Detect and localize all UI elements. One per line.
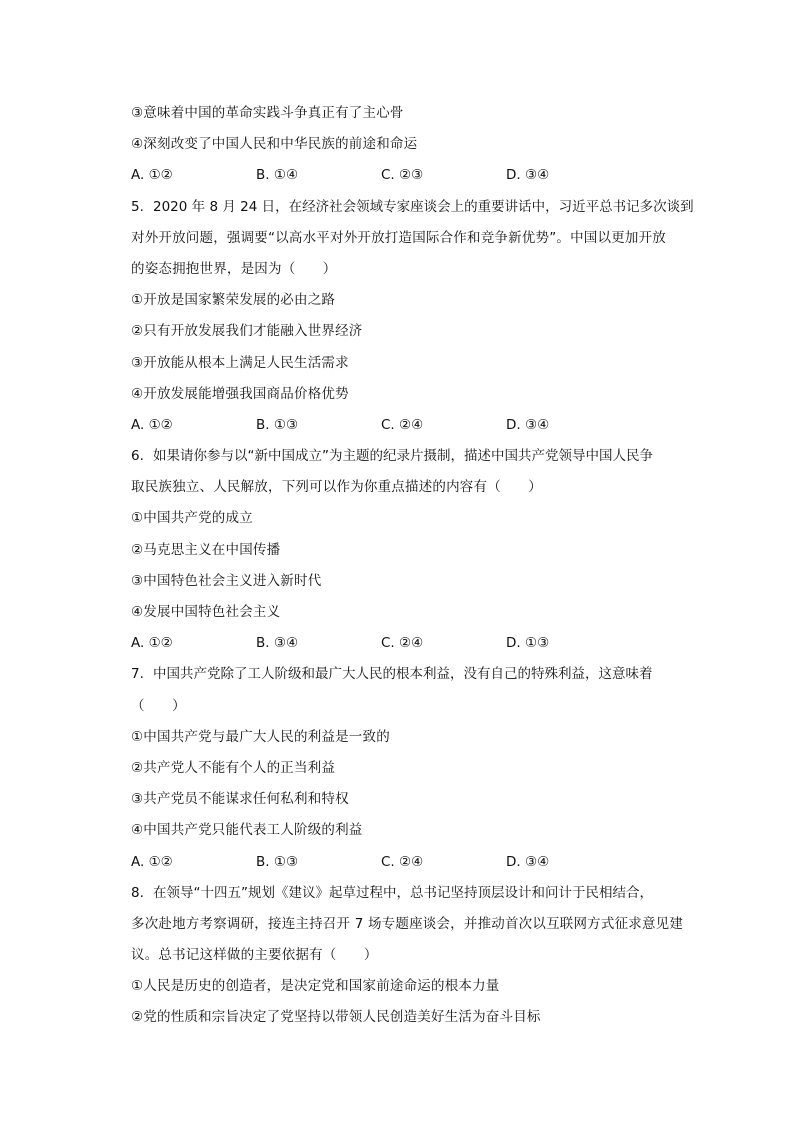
question-number: 6. <box>131 448 144 465</box>
question-stem-line: 的姿态拥抱世界，是因为（ ） <box>131 260 337 277</box>
question-stem-line: （ ） <box>131 697 186 714</box>
question-number: 5. <box>131 198 144 215</box>
question-stem-line: 多次赴地方考察调研，接连主持召开 7 场专题座谈会，并推动首次以互联网方式征求意见建 <box>131 915 684 932</box>
statement: ③意味着中国的革命实践斗争真正有了主心骨 <box>131 105 404 121</box>
option-b: B. ①③ <box>256 853 299 870</box>
statement: ③共产党员不能谋求任何私利和特权 <box>131 791 349 808</box>
statement: ①中国共产党与最广大人民的利益是一致的 <box>131 728 390 745</box>
statement: ①开放是国家繁荣发展的必由之路 <box>131 292 336 309</box>
option-a: A. ①② <box>131 167 173 184</box>
option-b: B. ①③ <box>256 416 299 433</box>
question-stem-line: 如果请你参与以“新中国成立”为主题的纪录片摄制，描述中国共产党领导中国人民争 <box>153 448 653 465</box>
option-a: A. ①② <box>131 635 173 652</box>
option-a: A. ①② <box>131 416 173 433</box>
question-number: 7. <box>131 666 144 683</box>
option-a: A. ①② <box>131 853 173 870</box>
option-b: B. ③④ <box>256 635 299 652</box>
statement: ②党的性质和宗旨决定了党坚持以带领人民创造美好生活为奋斗目标 <box>131 1009 541 1026</box>
question-stem-line: 对外开放问题，强调要“以高水平对外开放打造国际合作和竞争新优势”。中国以更加开放 <box>131 229 666 246</box>
statement: ③中国特色社会主义进入新时代 <box>131 572 322 589</box>
option-c: C. ②③ <box>381 167 424 184</box>
statement: ②马克思主义在中国传播 <box>131 541 281 558</box>
question-stem <box>131 664 696 695</box>
statement: ①人民是历史的创造者，是决定党和国家前途命运的根本力量 <box>131 978 500 995</box>
page-content <box>131 103 696 1039</box>
question-number: 8. <box>131 884 144 901</box>
option-d: D. ①③ <box>506 635 550 652</box>
statement: ④深刻改变了中国人民和中华民族的前途和命运 <box>131 136 418 153</box>
question-stem <box>131 446 696 477</box>
statement: ②只有开放发展我们才能融入世界经济 <box>131 323 363 340</box>
answer-options <box>131 633 696 664</box>
option-d: D. ③④ <box>506 853 550 870</box>
option-d: D. ③④ <box>506 416 550 433</box>
option-b: B. ①④ <box>256 167 299 184</box>
option-d: D. ③④ <box>506 167 550 184</box>
question-stem-line: 议。总书记这样做的主要依据有（ ） <box>131 947 378 964</box>
statement: ①中国共产党的成立 <box>131 510 253 527</box>
option-c: C. ②④ <box>381 416 424 433</box>
statement: ②共产党人不能有个人的正当利益 <box>131 759 336 776</box>
question-stem-line: 在领导“十四五”规划《建议》起草过程中，总书记坚持顶层设计和问计于民相结合， <box>153 884 653 901</box>
answer-options <box>131 415 696 446</box>
answer-options <box>131 852 696 883</box>
option-c: C. ②④ <box>381 853 424 870</box>
option-c: C. ②④ <box>381 635 424 652</box>
question-stem <box>131 197 696 228</box>
answer-options <box>131 165 696 196</box>
question-stem-line: 2020 年 8 月 24 日，在经济社会领域专家座谈会上的重要讲话中，习近平总书记多次谈到 <box>153 198 694 215</box>
statement: ④发展中国特色社会主义 <box>131 604 281 620</box>
question-stem <box>131 883 696 914</box>
statement: ④中国共产党只能代表工人阶级的利益 <box>131 822 363 839</box>
statement: ④开放发展能增强我国商品价格优势 <box>131 385 349 402</box>
question-stem-line: 取民族独立、人民解放，下列可以作为你重点描述的内容有（ ） <box>131 479 542 496</box>
statement: ③开放能从根本上满足人民生活需求 <box>131 354 349 371</box>
question-stem-line: 中国共产党除了工人阶级和最广大人民的根本利益，没有自己的特殊利益，这意味着 <box>153 666 653 683</box>
